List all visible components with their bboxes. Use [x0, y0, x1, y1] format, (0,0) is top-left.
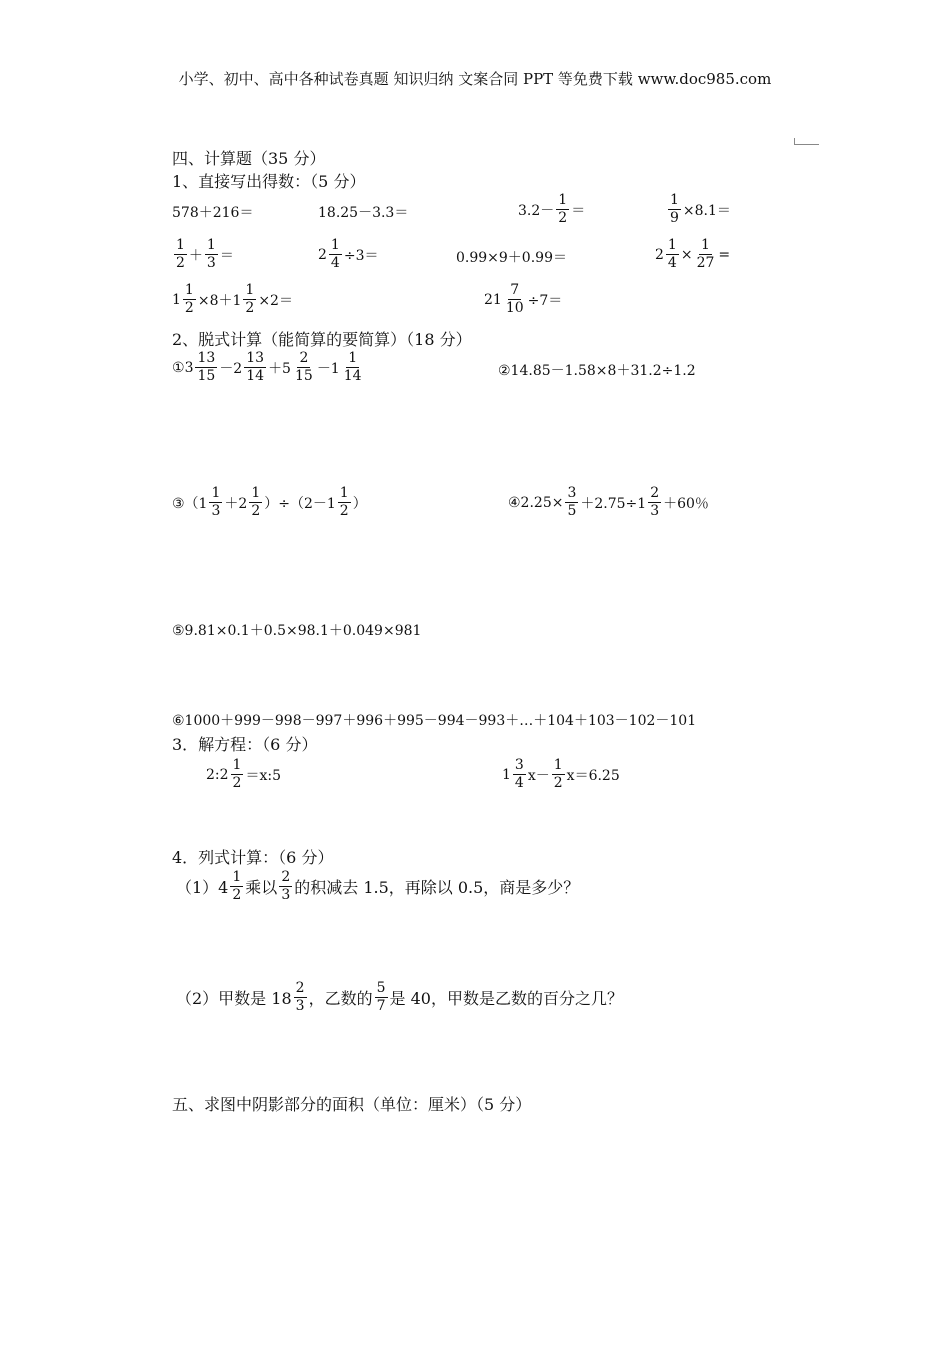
math-text: ＋5: [268, 360, 291, 377]
math-text: ÷7＝: [527, 292, 563, 309]
math-text: －1: [316, 360, 340, 377]
fraction: [195, 350, 217, 385]
denominator: 3: [295, 998, 305, 1014]
numerator: 1: [176, 237, 185, 253]
denominator: 27: [696, 255, 715, 271]
math-text: 2:2: [206, 766, 229, 783]
fraction: [668, 192, 681, 227]
denominator: 15: [294, 368, 313, 384]
fraction: [174, 237, 187, 272]
math-text: ）: [352, 495, 367, 512]
section5-title: 五、求图中阴影部分的面积（单位：厘米）（5 分）: [172, 1095, 532, 1114]
fraction: [244, 350, 266, 385]
denominator: 2: [251, 503, 261, 519]
q1-item-d: [666, 192, 731, 227]
fraction: [565, 485, 578, 520]
q2-problem-6: [172, 710, 696, 730]
denominator: 2: [232, 887, 242, 903]
math-text: 的积减去 1.5，再除以 0.5，商是多少？: [294, 878, 580, 897]
fraction: [338, 485, 351, 520]
math-text: 21: [484, 291, 502, 308]
math-text: ⑥1000＋999－998－997＋996＋995－994－993＋…＋104＋103－102－101: [172, 713, 697, 729]
math-text: 是 40，甲数是乙数的百分之几？: [389, 989, 623, 1008]
numerator: 1: [553, 757, 563, 773]
numerator: 13: [197, 350, 216, 366]
math-text: 578＋216＝: [172, 205, 254, 221]
q4-title: 4．列式计算：（6 分）: [172, 848, 334, 867]
q4-sub-1: [176, 869, 579, 904]
numerator: 1: [232, 869, 242, 885]
q2-problem-2: [498, 360, 696, 380]
math-text: 乘以: [245, 878, 278, 897]
numerator: 3: [567, 485, 577, 501]
math-text: ＋60％: [663, 495, 709, 512]
math-text: ⑤9.81×0.1＋0.5×98.1＋0.049×981: [172, 623, 422, 639]
math-text: ×8.1＝: [682, 202, 731, 219]
fraction: [375, 980, 388, 1015]
numerator: 7: [510, 282, 520, 298]
denominator: 3: [206, 255, 216, 271]
math-text: 18.25－3.3＝: [318, 205, 409, 221]
math-text: ＝: [571, 202, 586, 219]
math-text: ×: [680, 246, 693, 263]
fraction: [183, 282, 196, 317]
numerator: 2: [650, 485, 660, 501]
fraction: [513, 757, 526, 792]
numerator: 1: [211, 485, 221, 501]
fraction: [294, 980, 307, 1015]
fraction: [342, 350, 364, 385]
q2-title: 2、脱式计算（能简算的要简算）（18 分）: [172, 330, 472, 349]
q3-equation-2: [502, 757, 620, 792]
fraction: [243, 282, 256, 317]
math-text: 3.2－: [518, 202, 555, 219]
q2-problem-3: [172, 485, 367, 520]
math-text: 2: [318, 246, 327, 263]
math-text: 1: [502, 766, 511, 783]
fraction: [209, 485, 222, 520]
denominator: 3: [650, 503, 660, 519]
math-text: （2）甲数是 18: [176, 989, 292, 1008]
fraction: [648, 485, 661, 520]
denominator: 4: [514, 775, 524, 791]
math-text: ②14.85－1.58×8＋31.2÷1.2: [498, 363, 696, 379]
denominator: 4: [667, 255, 677, 271]
q3-title: 3．解方程：（6 分）: [172, 735, 318, 754]
math-text: 3: [184, 359, 194, 376]
math-text: 2: [655, 246, 664, 263]
fraction: [695, 237, 717, 272]
denominator: 2: [184, 300, 194, 316]
math-text: （1）4: [176, 878, 229, 897]
numerator: 1: [245, 282, 255, 298]
math-text: 0.99×9＋0.99＝: [456, 250, 567, 266]
page-header: 小学、初中、高中各种试卷真题 知识归纳 文案合同 PPT 等免费下载 www.doc985.com: [178, 70, 772, 88]
denominator: 3: [211, 503, 221, 519]
math-text: ＋2.75÷1: [580, 495, 647, 512]
numerator: 1: [348, 350, 358, 366]
q1-item-b: [318, 202, 408, 222]
q1-item-j: [484, 282, 562, 317]
denominator: 15: [197, 368, 216, 384]
fraction: [293, 350, 315, 385]
q4-sub-2: [176, 980, 623, 1015]
numerator: 1: [701, 237, 710, 253]
numerator: 1: [558, 192, 568, 208]
numerator: 2: [295, 980, 305, 996]
numerator: 1: [670, 192, 679, 208]
numerator: 1: [330, 237, 340, 253]
math-text: ）÷（2－1: [264, 495, 336, 512]
q2-problem-4: [508, 485, 709, 520]
denominator: 2: [245, 300, 255, 316]
denominator: 3: [281, 887, 291, 903]
math-text: ④2.25×: [508, 494, 564, 511]
section4-title: 四、计算题（35 分）: [172, 149, 326, 168]
math-text: 1: [172, 291, 181, 308]
q3-equation-1: [206, 757, 281, 792]
q1-item-c: [518, 192, 585, 227]
math-text: x－: [527, 767, 550, 784]
denominator: 10: [505, 300, 524, 316]
fraction: [279, 869, 292, 904]
numerator: 2: [281, 869, 291, 885]
numerator: 3: [514, 757, 524, 773]
fraction: [231, 757, 244, 792]
numerator: 1: [206, 237, 216, 253]
corner-mark: [794, 138, 819, 145]
q2-problem-1: [172, 350, 366, 385]
numerator: 13: [246, 350, 265, 366]
math-text: ×2＝: [258, 292, 293, 309]
math-text: x＝6.25: [566, 767, 620, 784]
fraction: [329, 237, 342, 272]
fraction: [205, 237, 218, 272]
denominator: 2: [176, 255, 185, 271]
q1-item-g: [456, 247, 567, 267]
denominator: 9: [670, 210, 679, 226]
numerator: 1: [184, 282, 194, 298]
numerator: 5: [376, 980, 386, 996]
q1-item-f: [318, 237, 378, 272]
q1-title: 1、直接写出得数：（5 分）: [172, 172, 366, 191]
q1-item-i: [172, 282, 293, 317]
denominator: 14: [343, 368, 362, 384]
q2-problem-5: [172, 620, 421, 640]
denominator: 7: [376, 998, 386, 1014]
numerator: 1: [667, 237, 677, 253]
fraction: [556, 192, 569, 227]
math-text: ＋2: [224, 495, 248, 512]
math-text: ÷3＝: [343, 247, 379, 264]
fraction: [504, 282, 526, 317]
numerator: 1: [232, 757, 242, 773]
denominator: 2: [553, 775, 563, 791]
fraction: [249, 485, 262, 520]
denominator: 14: [246, 368, 265, 384]
denominator: 2: [558, 210, 568, 226]
math-text: ①: [172, 359, 185, 376]
math-text: －2: [219, 360, 243, 377]
q1-item-a: [172, 202, 253, 222]
math-text: ，乙数的: [308, 989, 373, 1008]
math-text: =: [718, 246, 731, 263]
denominator: 5: [567, 503, 577, 519]
fraction: [666, 237, 679, 272]
denominator: 2: [232, 775, 242, 791]
numerator: 2: [299, 350, 309, 366]
math-text: ＋: [188, 247, 203, 264]
math-text: ＝x:5: [245, 767, 281, 784]
numerator: 1: [251, 485, 261, 501]
denominator: 4: [330, 255, 340, 271]
q1-item-e: [172, 237, 234, 272]
denominator: 2: [339, 503, 349, 519]
fraction: [552, 757, 565, 792]
math-text: ③（1: [172, 495, 208, 512]
fraction: [230, 869, 243, 904]
numerator: 1: [339, 485, 349, 501]
math-text: ×8＋1: [197, 292, 242, 309]
q1-item-h: [655, 237, 730, 272]
math-text: ＝: [219, 247, 234, 264]
